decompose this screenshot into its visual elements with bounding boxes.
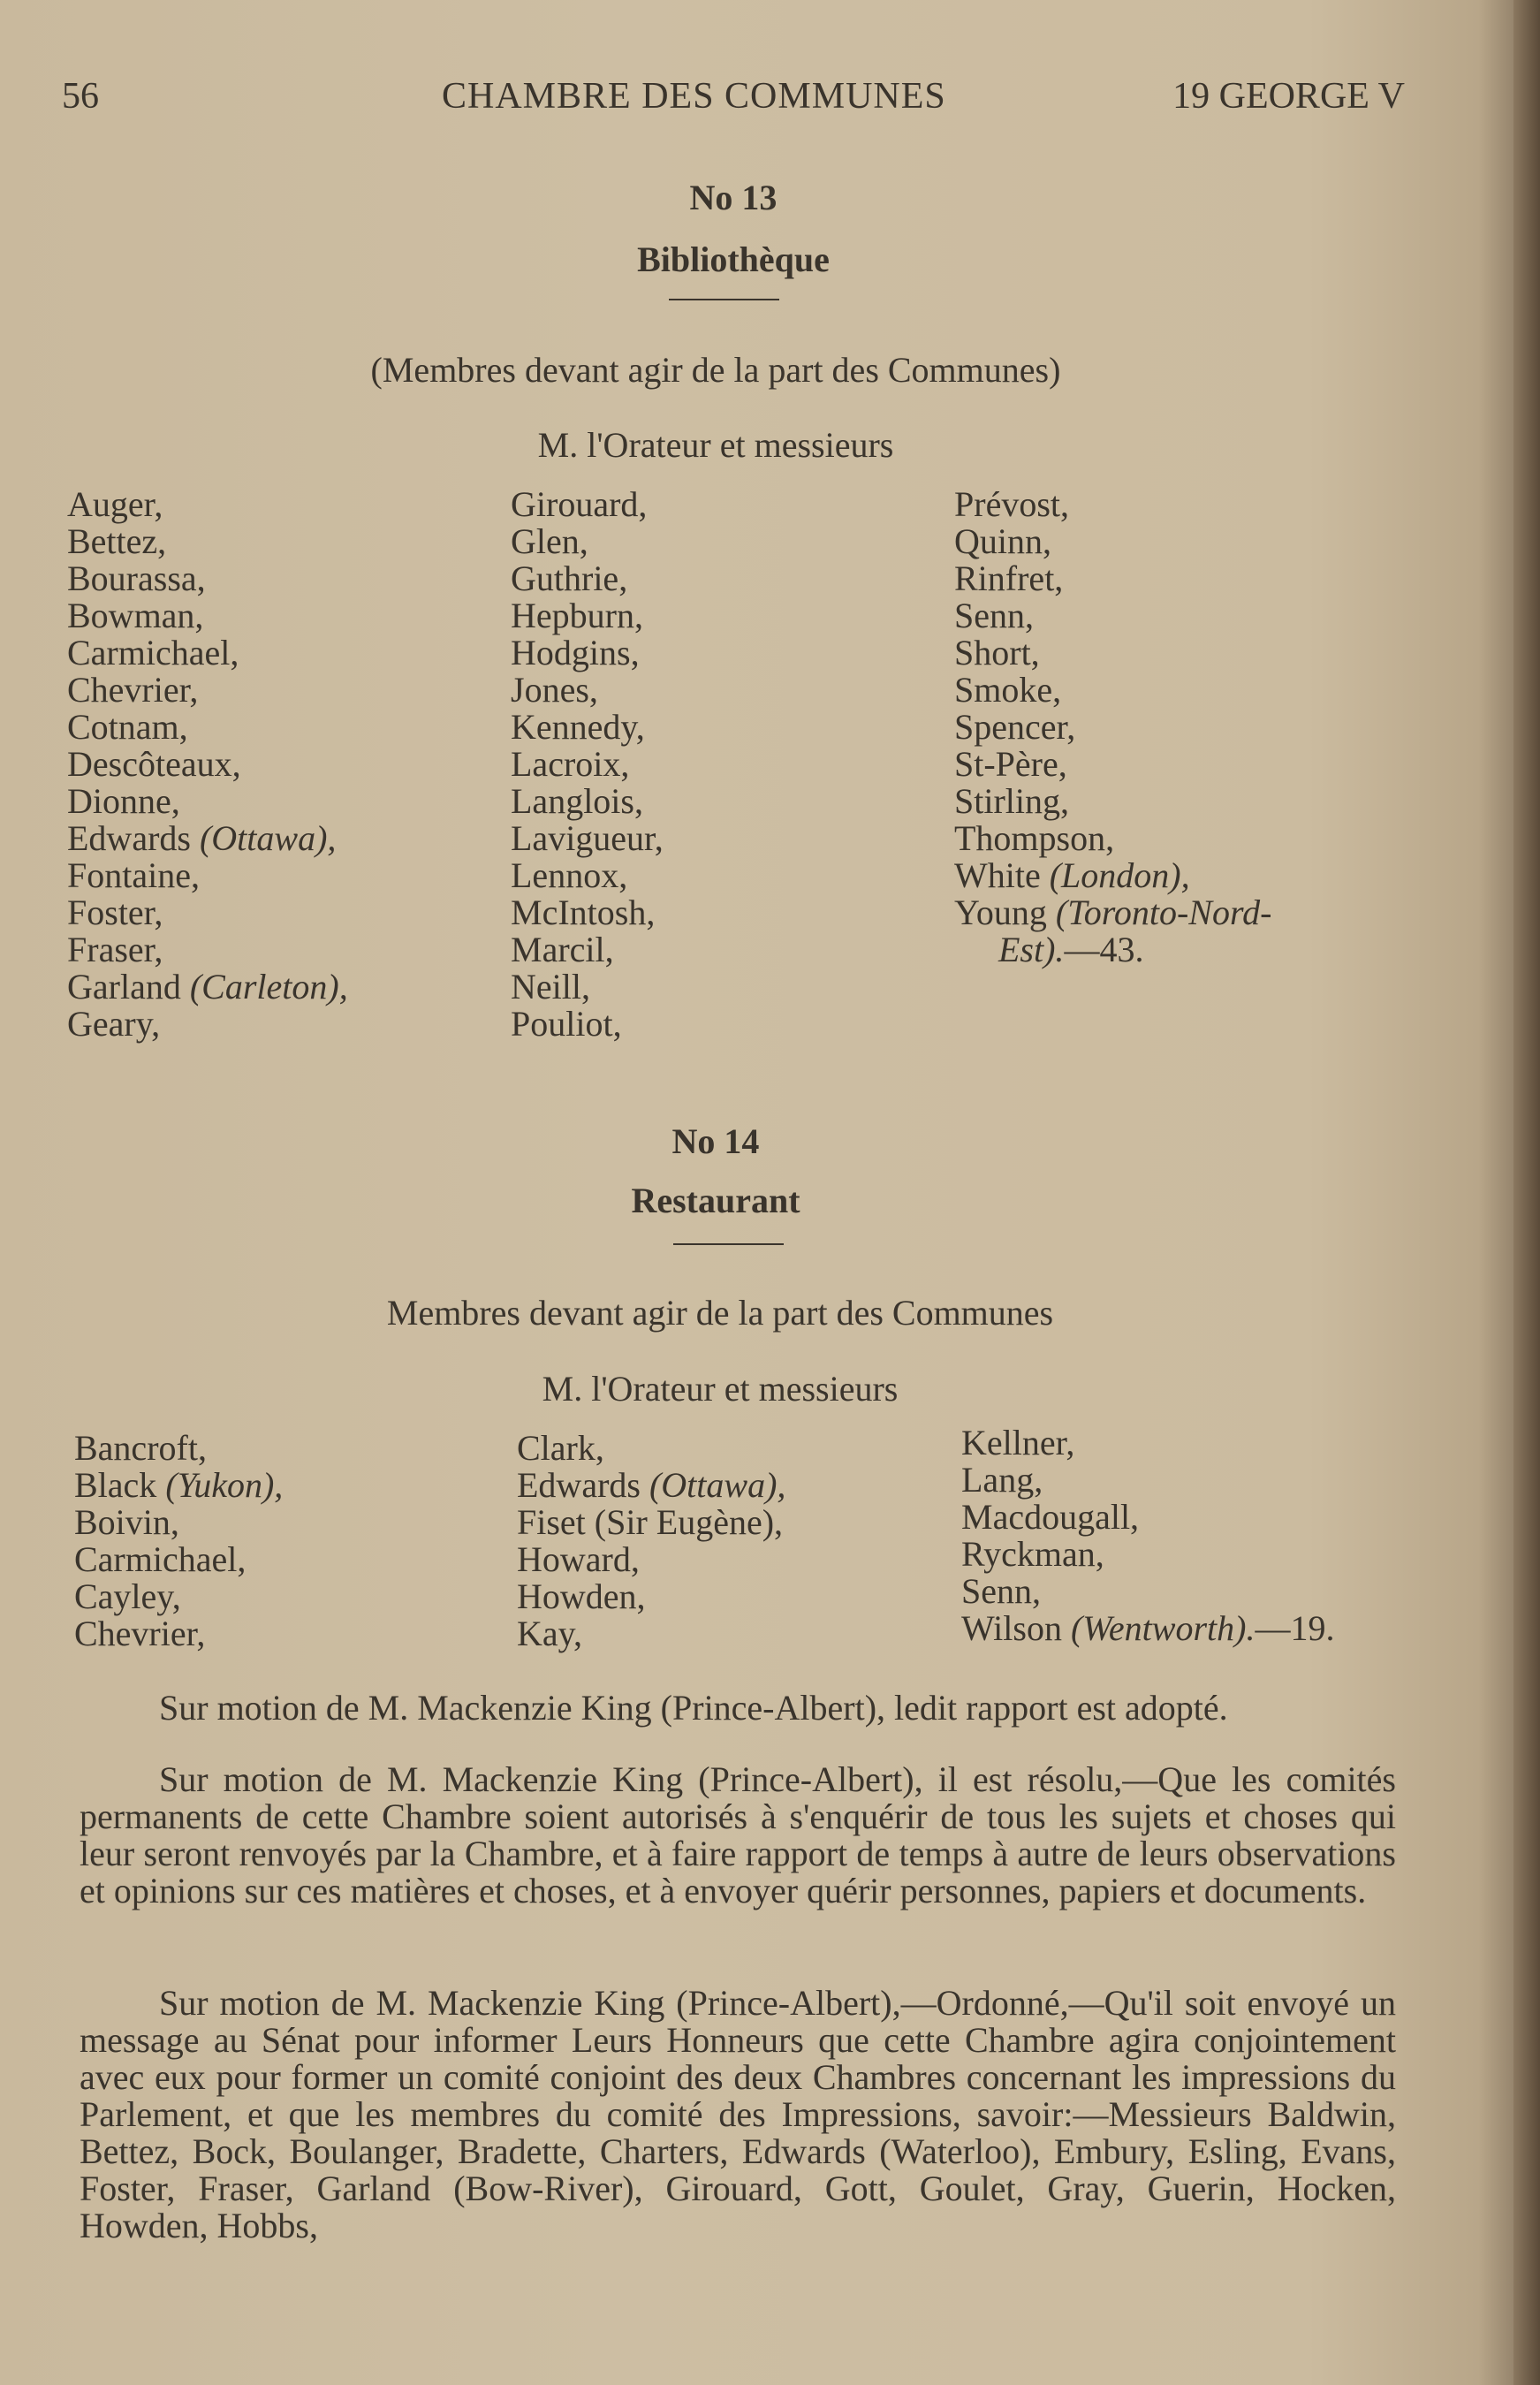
member-name-with-riding: Wilson (Wentworth).—19. xyxy=(961,1608,1335,1648)
section-13-column-1 xyxy=(67,486,348,1043)
member-name: Hodgins, xyxy=(511,633,640,672)
section-14-column-2 xyxy=(517,1430,785,1652)
member-name: Senn, xyxy=(954,596,1034,635)
member-name: Cotnam, xyxy=(67,707,188,747)
section-14-intro: Membres devant agir de la part des Communes xyxy=(386,1293,1054,1333)
member-name: Auger, xyxy=(67,484,163,524)
section-13-number: No 13 xyxy=(689,178,778,217)
member-count: —43. xyxy=(1064,930,1144,969)
member-name: Howard, xyxy=(517,1539,640,1579)
member-name: Quinn, xyxy=(954,521,1051,561)
member-name: Geary, xyxy=(67,1004,161,1044)
member-name: Kellner, xyxy=(961,1423,1075,1462)
section-13-speaker-line: M. l'Orateur et messieurs xyxy=(537,425,894,465)
member-name: Hepburn, xyxy=(511,596,643,635)
page-number: 56 xyxy=(62,76,99,117)
member-count: —19. xyxy=(1255,1608,1335,1648)
member-name: Stirling, xyxy=(954,781,1070,821)
member-name: Jones, xyxy=(511,670,598,710)
riding-note: (Ottawa), xyxy=(649,1465,786,1505)
paragraph-report-adopted: Sur motion de M. Mackenzie King (Prince-Albert), ledit rapport est adopté. xyxy=(159,1688,1228,1728)
member-name: Bowman, xyxy=(67,596,204,635)
section-14-column-1 xyxy=(74,1430,283,1652)
member-name: Bettez, xyxy=(67,521,167,561)
member-name-with-riding: Edwards (Ottawa), xyxy=(517,1465,786,1505)
section-14-rule xyxy=(673,1243,784,1245)
member-name-with-riding: Edwards (Ottawa), xyxy=(67,818,337,858)
paragraph-message-to-senate: Sur motion de M. Mackenzie King (Prince-Albert),—Ordonné,—Qu'il soit envoyé un message au Sénat pour informer Leurs Honneurs que cette Chambre agira conjointement avec eux pour former un comité conjoint des deux Chambres concernant les impressions du Parlement, et que les membres du comité des Impressions, savoir:—Messieurs Baldwin, Bettez, Bock, Boulanger, Bradette, Charters, Edwards (Waterloo), Embury, Esling, Evans, Foster, Fraser, Garland (Bow-River), Girouard, Gott, Goulet, Gray, Guerin, Hocken, Howden, Hobbs, xyxy=(80,1983,1396,2245)
member-name: Langlois, xyxy=(511,781,643,821)
section-13-column-3 xyxy=(954,486,1271,968)
member-name: Ryckman, xyxy=(961,1534,1104,1574)
member-name: Senn, xyxy=(961,1571,1041,1611)
member-name-with-riding: Black (Yukon), xyxy=(74,1465,284,1505)
member-name: Carmichael, xyxy=(74,1539,247,1579)
member-name: Pouliot, xyxy=(511,1004,622,1044)
riding-note: (Carleton), xyxy=(189,967,348,1006)
member-name: Descôteaux, xyxy=(67,744,241,784)
member-name: Macdougall, xyxy=(961,1497,1140,1537)
riding-note: (Ottawa), xyxy=(199,818,337,858)
riding-note: (London), xyxy=(1049,855,1190,895)
member-name: Glen, xyxy=(511,521,588,561)
member-name: Fontaine, xyxy=(67,855,200,895)
member-name: Short, xyxy=(954,633,1040,672)
member-name: Guthrie, xyxy=(511,558,628,598)
section-14-name: Restaurant xyxy=(631,1181,800,1220)
member-name: Girouard, xyxy=(511,484,648,524)
member-name: Bourassa, xyxy=(67,558,206,598)
member-name-with-riding: Garland (Carleton), xyxy=(67,967,348,1006)
member-name: Rinfret, xyxy=(954,558,1064,598)
member-name: Fiset (Sir Eugène), xyxy=(517,1502,784,1542)
section-13-intro: (Membres devant agir de la part des Communes) xyxy=(370,350,1061,390)
page-header xyxy=(62,75,1405,128)
member-name: Clark, xyxy=(517,1428,604,1468)
section-13-column-2 xyxy=(511,486,664,1043)
member-name: Chevrier, xyxy=(67,670,199,710)
member-name: Kennedy, xyxy=(511,707,645,747)
member-count-line: Est).—43. xyxy=(998,930,1144,969)
member-name: St-Père, xyxy=(954,744,1067,784)
section-14-column-3 xyxy=(961,1424,1334,1647)
member-name: Chevrier, xyxy=(74,1614,206,1653)
member-name: Thompson, xyxy=(954,818,1115,858)
section-13-rule xyxy=(669,299,779,300)
member-name: Prévost, xyxy=(954,484,1069,524)
member-name: Lennox, xyxy=(511,855,628,895)
riding-note: (Wentworth). xyxy=(1070,1608,1256,1648)
member-name: Cayley, xyxy=(74,1576,181,1616)
member-name: Neill, xyxy=(511,967,590,1006)
member-name-with-riding: Young (Toronto-Nord- xyxy=(954,892,1272,932)
section-14-number: No 14 xyxy=(671,1121,760,1161)
section-13-name: Bibliothèque xyxy=(637,239,830,279)
member-name: Bancroft, xyxy=(74,1428,207,1468)
member-name: Foster, xyxy=(67,892,163,932)
riding-note: (Toronto-Nord- xyxy=(1055,892,1272,932)
reign-label: 19 GEORGE V xyxy=(1172,76,1405,117)
riding-note: (Yukon), xyxy=(165,1465,284,1505)
section-14-speaker-line: M. l'Orateur et messieurs xyxy=(542,1369,899,1409)
member-name: Lacroix, xyxy=(511,744,630,784)
member-name: Dionne, xyxy=(67,781,180,821)
binding-edge xyxy=(1513,0,1540,2385)
member-name: Lang, xyxy=(961,1460,1043,1500)
member-name: Lavigueur, xyxy=(511,818,664,858)
paragraph-committees-authorized: Sur motion de M. Mackenzie King (Prince-Albert), il est résolu,—Que les comités permanents de cette Chambre soient autorisés à s'enquérir de tous les sujets et choses qui leur seront renvoyés par la Chambre, et à faire rapport de temps à autre de leurs observations et opinions sur ces matières et choses, et à envoyer quérir personnes, papiers et documents. xyxy=(80,1759,1396,1910)
member-name: Marcil, xyxy=(511,930,614,969)
member-name: Carmichael, xyxy=(67,633,239,672)
member-name-with-riding: White (London), xyxy=(954,855,1190,895)
member-name: Fraser, xyxy=(67,930,163,969)
member-name: Boivin, xyxy=(74,1502,179,1542)
member-name: McIntosh, xyxy=(511,892,656,932)
member-name: Smoke, xyxy=(954,670,1062,710)
member-name: Howden, xyxy=(517,1576,646,1616)
member-name: Spencer, xyxy=(954,707,1076,747)
running-title: CHAMBRE DES COMMUNES xyxy=(442,76,946,117)
member-name: Kay, xyxy=(517,1614,583,1653)
